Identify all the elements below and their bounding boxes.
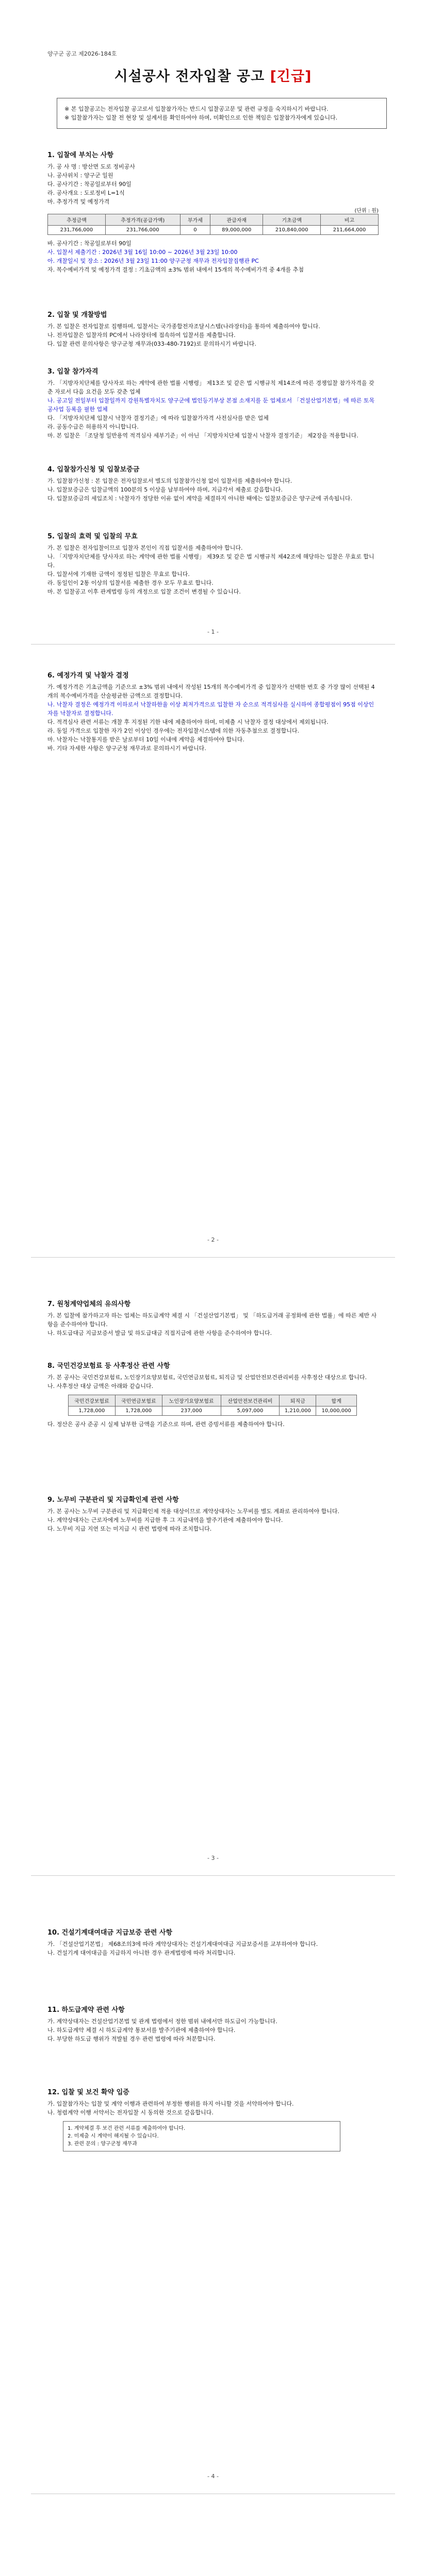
table-header: 추정가격(공급가액) (105, 214, 180, 226)
section-title: 6. 예정가격 및 낙찰자 결정 (47, 672, 129, 680)
table-cell: 210,840,000 (263, 226, 321, 235)
section-item: 마. 본 입찰공고 이후 관계법령 등의 개정으로 입찰 조건이 변경될 수 있습니다. (47, 588, 241, 595)
table-header: 국민건강보험료 (69, 1395, 116, 1406)
section-item: 나. 하도급계약 체결 시 하도급계약 통보서를 발주기관에 제출하여야 합니다. (47, 2027, 236, 2033)
section-item: 라. 공사개요 : 도로정비 L=1식 (47, 190, 125, 196)
table-cell: 0 (180, 226, 210, 235)
table-cell: 1,728,000 (69, 1406, 116, 1416)
section-item: 라. 동일인이 2통 이상의 입찰서를 제출한 경우 모두 무효로 합니다. (47, 580, 214, 586)
section-title: 7. 원청계약업체의 유의사항 (47, 1300, 131, 1308)
page-number: - 3 - (207, 1855, 219, 1861)
section-item: 나. 「지방자치단체를 당사자로 하는 계약에 관한 법률 시행령」 제39조 및 같은 법 시행규칙 제42조에 해당하는 입찰은 무효로 합니다. (47, 553, 374, 569)
section-item: 나. 공고일 전일부터 입찰일까지 강원특별자치도 양구군에 법인등기부상 본점 소재지를 둔 업체로서 「건설산업기본법」에 따른 토목공사업 등록을 필한 업체 (47, 397, 375, 413)
section-item: 가. 공 사 명 : 방산면 도로 정비공사 (47, 163, 135, 170)
title-main: 시설공사 전자입찰 공고 (114, 69, 265, 84)
section-item: 나. 공사위치 : 양구군 일원 (47, 172, 113, 179)
table-cell: 231,766,000 (105, 226, 180, 235)
table-header: 추정금액 (48, 214, 106, 226)
page-divider (31, 1875, 395, 1876)
page-number: - 1 - (207, 629, 219, 635)
section-item: 가. 계약상대자는 건설산업기본법 및 관계 법령에서 정한 범위 내에서만 하도급이 가능합니다. (47, 2018, 277, 2025)
section-3 (47, 366, 379, 440)
intro-line: ※ 입찰참가자는 입찰 전 현장 및 설계서를 확인하여야 하며, 미확인으로 인한 책임은 입찰참가자에게 있습니다. (64, 114, 338, 121)
section-item: 가. 본 입찰에 참가하고자 하는 업체는 하도급계약 체결 시 「건설산업기본법」 및 「하도급거래 공정화에 관한 법률」에 따른 제반 사항을 준수하여야 합니다. (47, 1312, 377, 1328)
table-cell: 211,664,000 (321, 226, 379, 235)
section-2 (47, 309, 379, 348)
notice-box (63, 2121, 340, 2151)
table-header: 관급자재 (210, 214, 263, 226)
table-cell: 237,000 (162, 1406, 221, 1416)
section-item: 바. 공사기간 : 착공일로부터 90일 (47, 240, 132, 247)
table-cell: 89,000,000 (210, 226, 263, 235)
table-cell: 1,210,000 (280, 1406, 316, 1416)
section-item: 아. 개찰일시 및 장소 : 2026년 3월 23일 11:00 양구군청 재무과 전자입찰집행관 PC (47, 258, 259, 264)
notice-number: 양구군 공고 제2026-184호 (47, 50, 117, 57)
section-item: 나. 전자입찰은 입찰자의 PC에서 나라장터에 접속하여 입찰서를 제출합니다. (47, 332, 236, 338)
table-unit: (단위 : 원) (354, 208, 379, 214)
section-8 (47, 1360, 379, 1429)
section-4 (47, 464, 379, 503)
section-item: 나. 낙찰자 결정은 예정가격 이하로서 낙찰하한율 이상 최저가격으로 입찰한 자 순으로 적격심사를 실시하여 종합평점이 95점 이상인 자를 낙찰자로 결정합니다. (47, 701, 374, 717)
price-table (47, 214, 379, 235)
section-title: 3. 입찰 참가자격 (47, 368, 99, 376)
section-title: 10. 건설기계대여대금 지급보증 관련 사항 (47, 1929, 173, 1937)
page-number: - 2 - (207, 1236, 219, 1243)
table-cell: 5,097,000 (221, 1406, 280, 1416)
section-item: 나. 계약상대자는 근로자에게 노무비를 지급한 후 그 지급내역을 발주기관에 제출하여야 합니다. (47, 1517, 283, 1523)
section-item: 다. 정산은 공사 준공 시 실제 납부한 금액을 기준으로 하며, 관련 증빙서류를 제출하여야 합니다. (47, 1421, 285, 1428)
section-9 (47, 1494, 379, 1533)
section-item: 다. 공사기간 : 착공일로부터 90일 (47, 181, 132, 188)
section-title: 4. 입찰참가신청 및 입찰보증금 (47, 466, 140, 473)
intro-box (57, 98, 387, 129)
section-5 (47, 531, 379, 596)
box-line: 2. 미제출 시 계약이 해지될 수 있습니다. (68, 2133, 159, 2139)
box-line: 3. 관련 문의 : 양구군청 재무과 (68, 2141, 138, 2147)
section-item: 나. 건설기계 대여대금을 지급하지 아니한 경우 관계법령에 따라 처리합니다. (47, 1950, 236, 1956)
section-item: 가. 「건설산업기본법」 제68조의3에 따라 계약상대자는 건설기계대여대금 지급보증서를 교부하여야 합니다. (47, 1941, 318, 1947)
section-item: 나. 사후정산 대상 금액은 아래와 같습니다. (47, 1383, 154, 1389)
section-item: 마. 낙찰자는 낙찰통지를 받은 날로부터 10일 이내에 계약을 체결하여야 합니다. (47, 736, 244, 743)
table-row (69, 1406, 357, 1416)
section-item: 라. 동일 가격으로 입찰한 자가 2인 이상인 경우에는 전자입찰시스템에 의한 자동추첨으로 결정합니다. (47, 727, 300, 734)
section-item: 가. 본 공사는 노무비 구분관리 및 지급확인제 적용 대상이므로 계약상대자는 노무비를 별도 계좌로 관리하여야 합니다. (47, 1508, 339, 1515)
section-item: 가. 입찰참가자는 입찰 및 계약 이행과 관련하여 부정한 행위를 하지 아니할 것을 서약하여야 합니다. (47, 2100, 294, 2107)
table-header-row (69, 1395, 357, 1406)
section-title: 1. 입찰에 부치는 사항 (47, 151, 114, 159)
section-item: 다. 입찰 관련 문의사항은 양구군청 재무과(033-480-7192)로 문의하시기 바랍니다. (47, 341, 256, 347)
section-11 (47, 2004, 379, 2043)
section-title: 2. 입찰 및 개찰방법 (47, 311, 107, 319)
section-item: 마. 추정가격 및 예정가격 (47, 198, 110, 205)
section-item: 가. 본 공사는 국민건강보험료, 노인장기요양보험료, 국민연금보험료, 퇴직금 및 산업안전보건관리비를 사후정산 대상으로 합니다. (47, 1374, 367, 1381)
section-6 (47, 670, 379, 753)
section-title: 5. 입찰의 효력 및 입찰의 무효 (47, 533, 138, 540)
section-item: 가. 예정가격은 기초금액을 기준으로 ±3% 범위 내에서 작성된 15개의 복수예비가격 중 입찰자가 선택한 번호 중 가장 많이 선택된 4개의 복수예비가격을 산술평균한 금액으로 결정합니다. (47, 684, 375, 699)
intro-line: ※ 본 입찰공고는 전자입찰 공고로서 입찰참가자는 반드시 입찰공고문 및 관련 규정을 숙지하시기 바랍니다. (64, 106, 329, 112)
section-item: 다. 입찰서에 기재한 금액이 정정된 입찰은 무효로 합니다. (47, 571, 190, 578)
section-7 (47, 1298, 379, 1337)
table-header: 비고 (321, 214, 379, 226)
section-item: 나. 청렴계약 이행 서약서는 전자입찰 시 동의한 것으로 갈음합니다. (47, 2109, 214, 2116)
section-item: 다. 적격심사 관련 서류는 개찰 후 지정된 기한 내에 제출하여야 하며, 미제출 시 낙찰자 결정 대상에서 제외됩니다. (47, 719, 329, 725)
table-header: 국민연금보험료 (115, 1395, 162, 1406)
table-header: 퇴직금 (280, 1395, 316, 1406)
table-header: 산업안전보건관리비 (221, 1395, 280, 1406)
table-header: 노인장기요양보험료 (162, 1395, 221, 1406)
table-header: 기초금액 (263, 214, 321, 226)
section-title: 8. 국민건강보험료 등 사후정산 관련 사항 (47, 1362, 170, 1370)
section-item: 다. 입찰보증금의 세입조치 : 낙찰자가 정당한 이유 없이 계약을 체결하지 아니한 때에는 입찰보증금은 양구군에 귀속됩니다. (47, 495, 352, 502)
table-header: 부가세 (180, 214, 210, 226)
page-title (0, 65, 426, 85)
table-header: 합계 (316, 1395, 357, 1406)
table-row (48, 226, 379, 235)
section-item: 가. 입찰참가신청 : 본 입찰은 전자입찰로서 별도의 입찰참가신청 없이 입찰서를 제출하여야 합니다. (47, 478, 292, 484)
section-item: 가. 「지방자치단체를 당사자로 하는 계약에 관한 법률 시행령」 제13조 및 같은 법 시행규칙 제14조에 따른 경쟁입찰 참가자격을 갖춘 자로서 다음 요건을 모두 갖춘 업체 (47, 380, 374, 395)
section-item: 자. 복수예비가격 및 예정가격 결정 : 기초금액의 ±3% 범위 내에서 15개의 복수예비가격 중 4개를 추첨 (47, 266, 304, 273)
table-cell: 1,728,000 (115, 1406, 162, 1416)
page-divider (31, 644, 395, 645)
section-item: 다. 부당한 하도급 행위가 적발될 경우 관련 법령에 따라 처분합니다. (47, 2036, 216, 2042)
section-title: 9. 노무비 구분관리 및 지급확인제 관련 사항 (47, 1496, 179, 1504)
section-item: 가. 본 입찰은 전자입찰이므로 입찰자 본인이 직접 입찰서를 제출하여야 합니다. (47, 545, 243, 551)
section-item: 마. 본 입찰은 「조달청 일반용역 적격심사 세부기준」이 아닌 「지방자치단체 입찰시 낙찰자 결정기준」 제2장을 적용합니다. (47, 432, 358, 439)
page-divider (31, 1257, 395, 1258)
title-urgent-tag: [긴급] (270, 69, 312, 84)
table-header-row (48, 214, 379, 226)
section-10 (47, 1927, 379, 1957)
page-number: - 4 - (207, 2473, 219, 2480)
section-item: 라. 공동수급은 허용하지 아니합니다. (47, 423, 139, 430)
table-cell: 10,000,000 (316, 1406, 357, 1416)
section-item: 나. 하도급대금 지급보증서 발급 및 하도급대금 직접지급에 관한 사항을 준수하여야 합니다. (47, 1330, 272, 1336)
section-title: 12. 입찰 및 보건 확약 입증 (47, 2089, 129, 2096)
section-item: 다. 「지방자치단체 입찰시 낙찰자 결정기준」에 따라 입찰참가자격 사전심사를 받은 업체 (47, 415, 269, 421)
section-12 (47, 2087, 379, 2151)
section-item: 다. 노무비 지급 지연 또는 미지급 시 관련 법령에 따라 조치합니다. (47, 1526, 212, 1532)
table-cell: 231,766,000 (48, 226, 106, 235)
section-item: 나. 입찰보증금은 입찰금액의 100분의 5 이상을 납부하여야 하며, 지급각서 제출로 갈음합니다. (47, 486, 283, 493)
section-item: 사. 입찰서 제출기간 : 2026년 3월 16일 10:00 ~ 2026년 3월 23일 10:00 (47, 249, 238, 256)
insurance-table (68, 1395, 357, 1416)
section-title: 11. 하도급계약 관련 사항 (47, 2006, 125, 2014)
section-item: 가. 본 입찰은 전자입찰로 집행하며, 입찰서는 국가종합전자조달시스템(나라장터)을 통하여 제출하여야 합니다. (47, 323, 320, 330)
box-line: 1. 계약체결 후 보건 관련 서류를 제출하여야 합니다. (68, 2126, 186, 2131)
section-1 (47, 149, 379, 274)
section-item: 바. 기타 자세한 사항은 양구군청 재무과로 문의하시기 바랍니다. (47, 745, 206, 752)
